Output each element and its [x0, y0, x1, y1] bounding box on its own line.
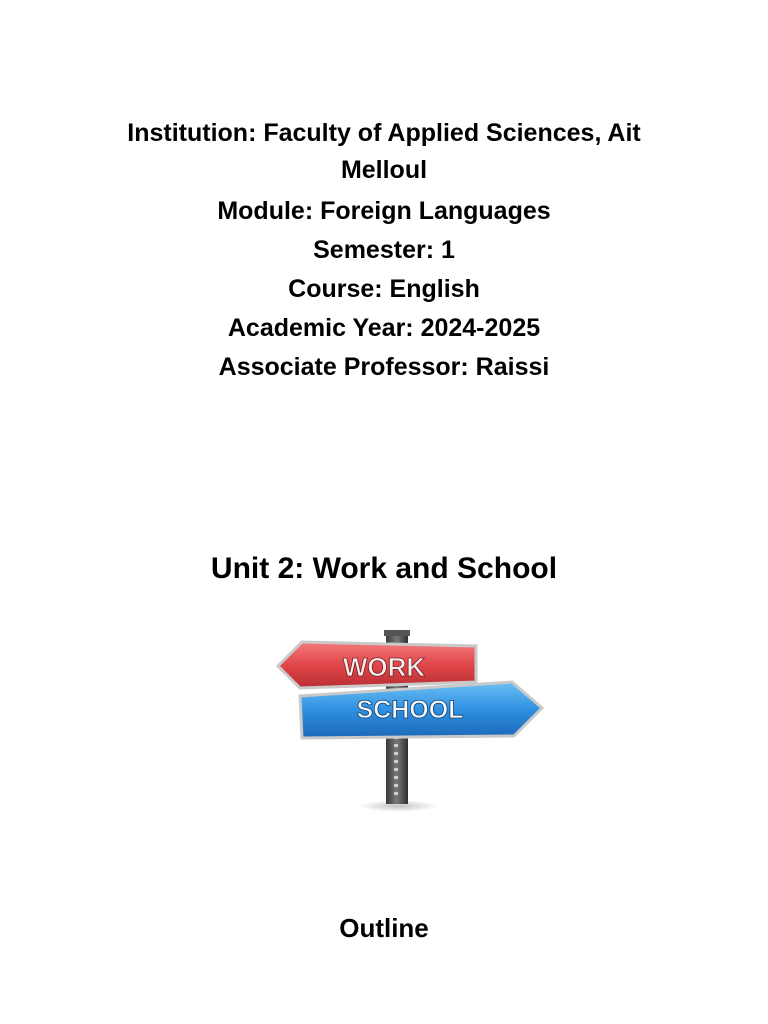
outline-heading: Outline	[339, 913, 429, 943]
module-line: Module: Foreign Languages	[217, 197, 551, 225]
course-header	[84, 114, 684, 387]
work-sign-label: WORK	[342, 652, 426, 682]
semester-line: Semester: 1	[313, 236, 455, 264]
work-sign	[278, 642, 476, 688]
academic-year-line: Academic Year: 2024-2025	[227, 314, 541, 342]
school-sign	[300, 682, 542, 738]
unit-title: Unit 2: Work and School	[210, 552, 558, 585]
school-sign-label: SCHOOL	[356, 696, 464, 724]
signpost-icon	[272, 626, 548, 812]
course-line: Course: English	[288, 275, 480, 303]
professor-line: Associate Professor: Raissi	[218, 353, 550, 381]
institution-line-continued: Melloul	[340, 156, 428, 184]
institution-line: Institution: Faculty of Applied Sciences, Ait	[127, 119, 641, 147]
